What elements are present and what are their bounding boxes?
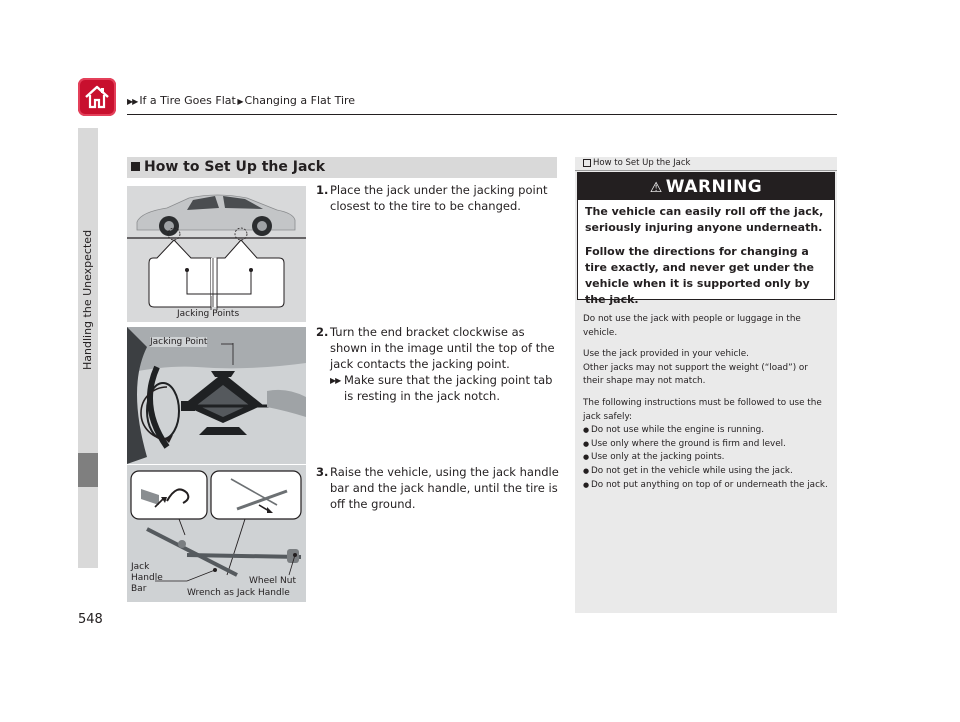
step-number: 2. (316, 325, 329, 339)
list-item: ● Use only at the jacking points. (583, 451, 829, 465)
step-3 (316, 464, 561, 512)
step-number: 1. (316, 183, 329, 197)
warning-heading: ⚠ WARNING (578, 173, 834, 200)
figure-jack-handle (127, 465, 306, 602)
breadcrumb-item-changing-tire[interactable]: Changing a Flat Tire (244, 94, 356, 107)
note-arrow-icon: ▶▶ (330, 376, 341, 385)
breadcrumb-item-flat-tire[interactable]: If a Tire Goes Flat (139, 94, 236, 107)
page-number: 548 (78, 612, 103, 627)
home-button[interactable] (78, 78, 116, 116)
notes-body (583, 313, 829, 492)
jack-placement-illustration (127, 327, 306, 464)
warning-paragraph: The vehicle can easily roll off the jack, seriously injuring anyone underneath. (585, 205, 824, 234)
note-reference-icon (583, 159, 591, 167)
breadcrumb (127, 94, 355, 107)
home-icon (83, 83, 111, 111)
step-text: Place the jack under the jacking point closest to the tire to be changed. (330, 183, 548, 213)
warning-box (577, 172, 835, 306)
warning-paragraph: Follow the directions for changing a tire exactly, and never get under the vehicle when it is supported only by the jack. (585, 245, 814, 306)
label-wheel-nut: Wheel Nut (249, 576, 297, 586)
step-text: Turn the end bracket clockwise as shown in the image until the top of the jack contacts the jacking point. (330, 325, 555, 371)
step-1 (316, 182, 561, 214)
breadcrumb-arrow-icon: ▶ (235, 97, 243, 106)
section-heading (127, 157, 557, 178)
label-wrench-handle: Wrench as Jack Handle (187, 588, 290, 598)
step-number: 3. (316, 465, 329, 479)
list-item: ● Do not put anything on top of or underneath the jack. (583, 479, 829, 493)
note-bullet-list (583, 424, 829, 492)
step-text: Raise the vehicle, using the jack handle bar and the jack handle, until the tire is off the ground. (330, 465, 559, 511)
notes-title: How to Set Up the Jack (583, 158, 690, 168)
warning-triangle-icon: ⚠ (649, 180, 663, 196)
list-item: ● Use only where the ground is firm and level. (583, 438, 829, 452)
figure-jack-placement (127, 327, 306, 464)
note-paragraph: Use the jack provided in your vehicle. Other jacks may not support the weight (“load”) or their shape may not match. (583, 349, 808, 387)
note-paragraph: Do not use the jack with people or luggage in the vehicle. (583, 314, 801, 338)
label-jack-handle-bar: Jack Handle Bar (131, 562, 163, 594)
warning-text (578, 200, 834, 308)
header-rule (127, 114, 837, 115)
label-jacking-point: Jacking Point (150, 337, 208, 347)
list-item: ● Do not get in the vehicle while using the jack. (583, 465, 829, 479)
notes-rule (575, 170, 837, 171)
note-paragraph: The following instructions must be followed to use the jack safely: (583, 397, 822, 422)
breadcrumb-arrow-icon: ▶▶ (127, 97, 138, 106)
step-note (330, 372, 561, 404)
chapter-label: Handling the Unexpected (81, 229, 94, 370)
step-note-text: Make sure that the jacking point tab is resting in the jack notch. (344, 373, 553, 403)
step-2 (316, 324, 561, 404)
square-bullet-icon (131, 162, 140, 171)
section-title: How to Set Up the Jack (144, 159, 326, 175)
chapter-tab-marker[interactable] (78, 453, 98, 487)
list-item: ● Do not use while the engine is running. (583, 424, 829, 438)
car-side-illustration (127, 186, 306, 322)
label-jacking-points: Jacking Points (177, 309, 240, 319)
figure-jacking-points (127, 186, 306, 322)
